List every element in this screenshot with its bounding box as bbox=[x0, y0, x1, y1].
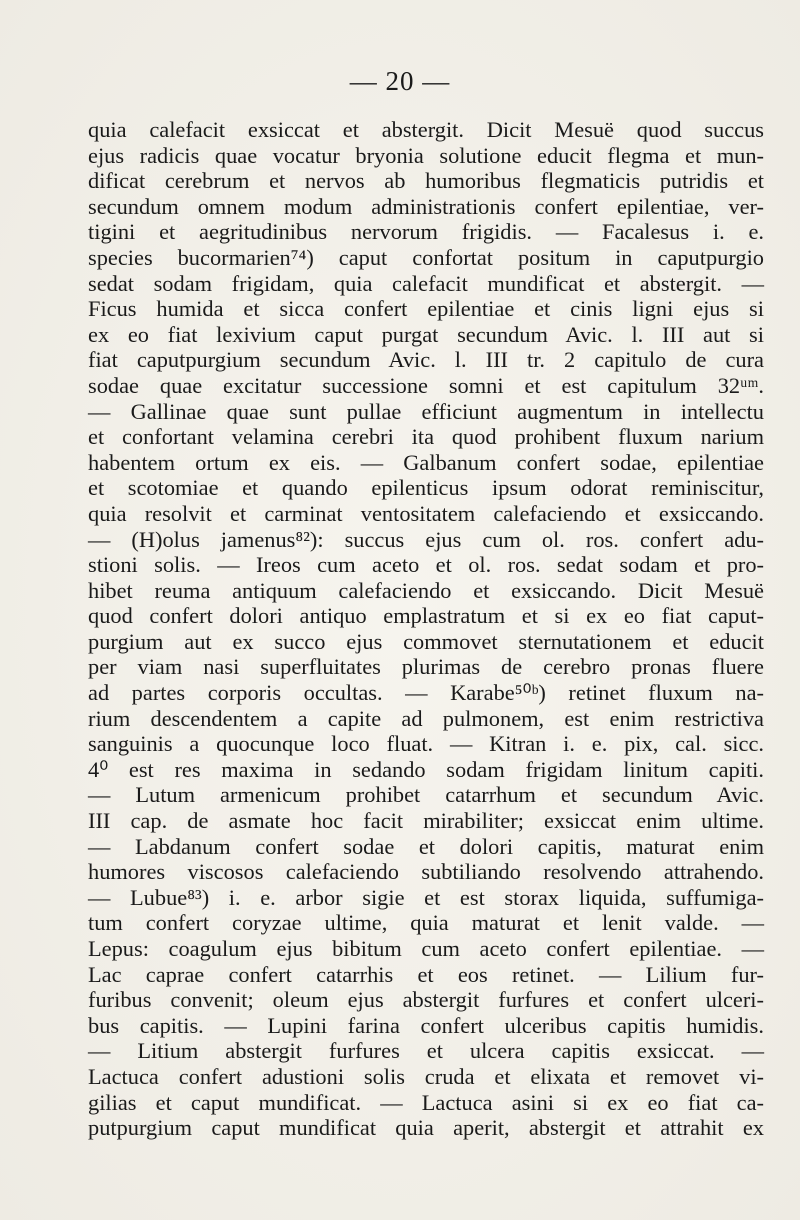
text-line: sedat sodam frigidam, quia calefacit mundificat et abstergit. — bbox=[88, 270, 764, 296]
text-line: Lac caprae confert catarrhis et eos retinet. — Lilium fur- bbox=[88, 961, 764, 987]
text-line: Lactuca confert adustioni solis cruda et elixata et removet vi- bbox=[88, 1063, 764, 1089]
text-line: sodae quae excitatur successione somni et est capitulum 32ᵘᵐ. bbox=[88, 372, 764, 398]
text-line: — (H)olus jamenus⁸²): succus ejus cum ol. ros. confert adu- bbox=[88, 526, 764, 552]
text-line: 4⁰ est res maxima in sedando sodam frigidam linitum capiti. bbox=[88, 756, 764, 782]
text-line: furibus convenit; oleum ejus abstergit furfures et confert ulceri- bbox=[88, 987, 764, 1013]
text-line: — Lutum armenicum prohibet catarrhum et secundum Avic. bbox=[88, 782, 764, 808]
text-line: Ficus humida et sicca confert epilentiae et cinis ligni ejus si bbox=[88, 296, 764, 322]
text-line: purgium aut ex succo ejus commovet sternutationem et educit bbox=[88, 628, 764, 654]
text-line: quia resolvit et carminat ventositatem calefaciendo et exsiccando. bbox=[88, 500, 764, 526]
text-line: ex eo fiat lexivium caput purgat secundum Avic. l. III aut si bbox=[88, 321, 764, 347]
text-line: putpurgium caput mundificat quia aperit, abstergit et attrahit ex bbox=[88, 1115, 764, 1141]
text-line: ad partes corporis occultas. — Karabe⁵⁰ᵇ) retinet fluxum na- bbox=[88, 680, 764, 706]
text-line: secundum omnem modum administrationis confert epilentiae, ver- bbox=[88, 193, 764, 219]
text-line: ejus radicis quae vocatur bryonia solutione educit flegma et mun- bbox=[88, 142, 764, 168]
text-line: — Lubue⁸³) i. e. arbor sigie et est storax liquida, suffumiga- bbox=[88, 884, 764, 910]
text-line: fiat caputpurgium secundum Avic. l. III tr. 2 capitulo de cura bbox=[88, 347, 764, 373]
text-line: hibet reuma antiquum calefaciendo et exsiccando. Dicit Mesuë bbox=[88, 577, 764, 603]
text-line: stioni solis. — Ireos cum aceto et ol. ros. sedat sodam et pro- bbox=[88, 552, 764, 578]
text-line: bus capitis. — Lupini farina confert ulceribus capitis humidis. bbox=[88, 1012, 764, 1038]
body-text bbox=[88, 117, 764, 1141]
text-line: quod confert dolori antiquo emplastratum et si ex eo fiat caput- bbox=[88, 603, 764, 629]
text-line: humores viscosos calefaciendo subtiliando resolvendo attrahendo. bbox=[88, 859, 764, 885]
text-line: species bucormarien⁷⁴) caput confortat positum in caputpurgio bbox=[88, 244, 764, 270]
text-line: — Litium abstergit furfures et ulcera capitis exsiccat. — bbox=[88, 1038, 764, 1064]
text-line: — Labdanum confert sodae et dolori capitis, maturat enim bbox=[88, 833, 764, 859]
text-line: gilias et caput mundificat. — Lactuca asini si ex eo fiat ca- bbox=[88, 1089, 764, 1115]
text-line: sanguinis a quocunque loco fluat. — Kitran i. e. pix, cal. sicc. bbox=[88, 731, 764, 757]
text-line: et confortant velamina cerebri ita quod prohibent fluxum narium bbox=[88, 424, 764, 450]
text-line: quia calefacit exsiccat et abstergit. Dicit Mesuë quod succus bbox=[88, 117, 764, 142]
text-line: habentem ortum ex eis. — Galbanum confert sodae, epilentiae bbox=[88, 449, 764, 475]
text-line: Lepus: coagulum ejus bibitum cum aceto confert epilentiae. — bbox=[88, 936, 764, 961]
text-line: tum confert coryzae ultime, quia maturat et lenit valde. — bbox=[88, 910, 764, 936]
page-number: — 20 — bbox=[349, 66, 451, 96]
text-line: III cap. de asmate hoc facit mirabiliter; exsiccat enim ultime. bbox=[88, 808, 764, 834]
text-line: et scotomiae et quando epilenticus ipsum odorat reminiscitur, bbox=[88, 475, 764, 501]
text-line: per viam nasi superfluitates plurimas de cerebro pronas fluere bbox=[88, 654, 764, 680]
text-line: dificat cerebrum et nervos ab humoribus flegmaticis putridis et bbox=[88, 168, 764, 194]
text-line: — Gallinae quae sunt pullae efficiunt augmentum in intellectu bbox=[88, 398, 764, 424]
text-line: tigini et aegritudinibus nervorum frigidis. — Facalesus i. e. bbox=[88, 219, 764, 245]
text-line: rium descendentem a capite ad pulmonem, est enim restrictiva bbox=[88, 705, 764, 731]
